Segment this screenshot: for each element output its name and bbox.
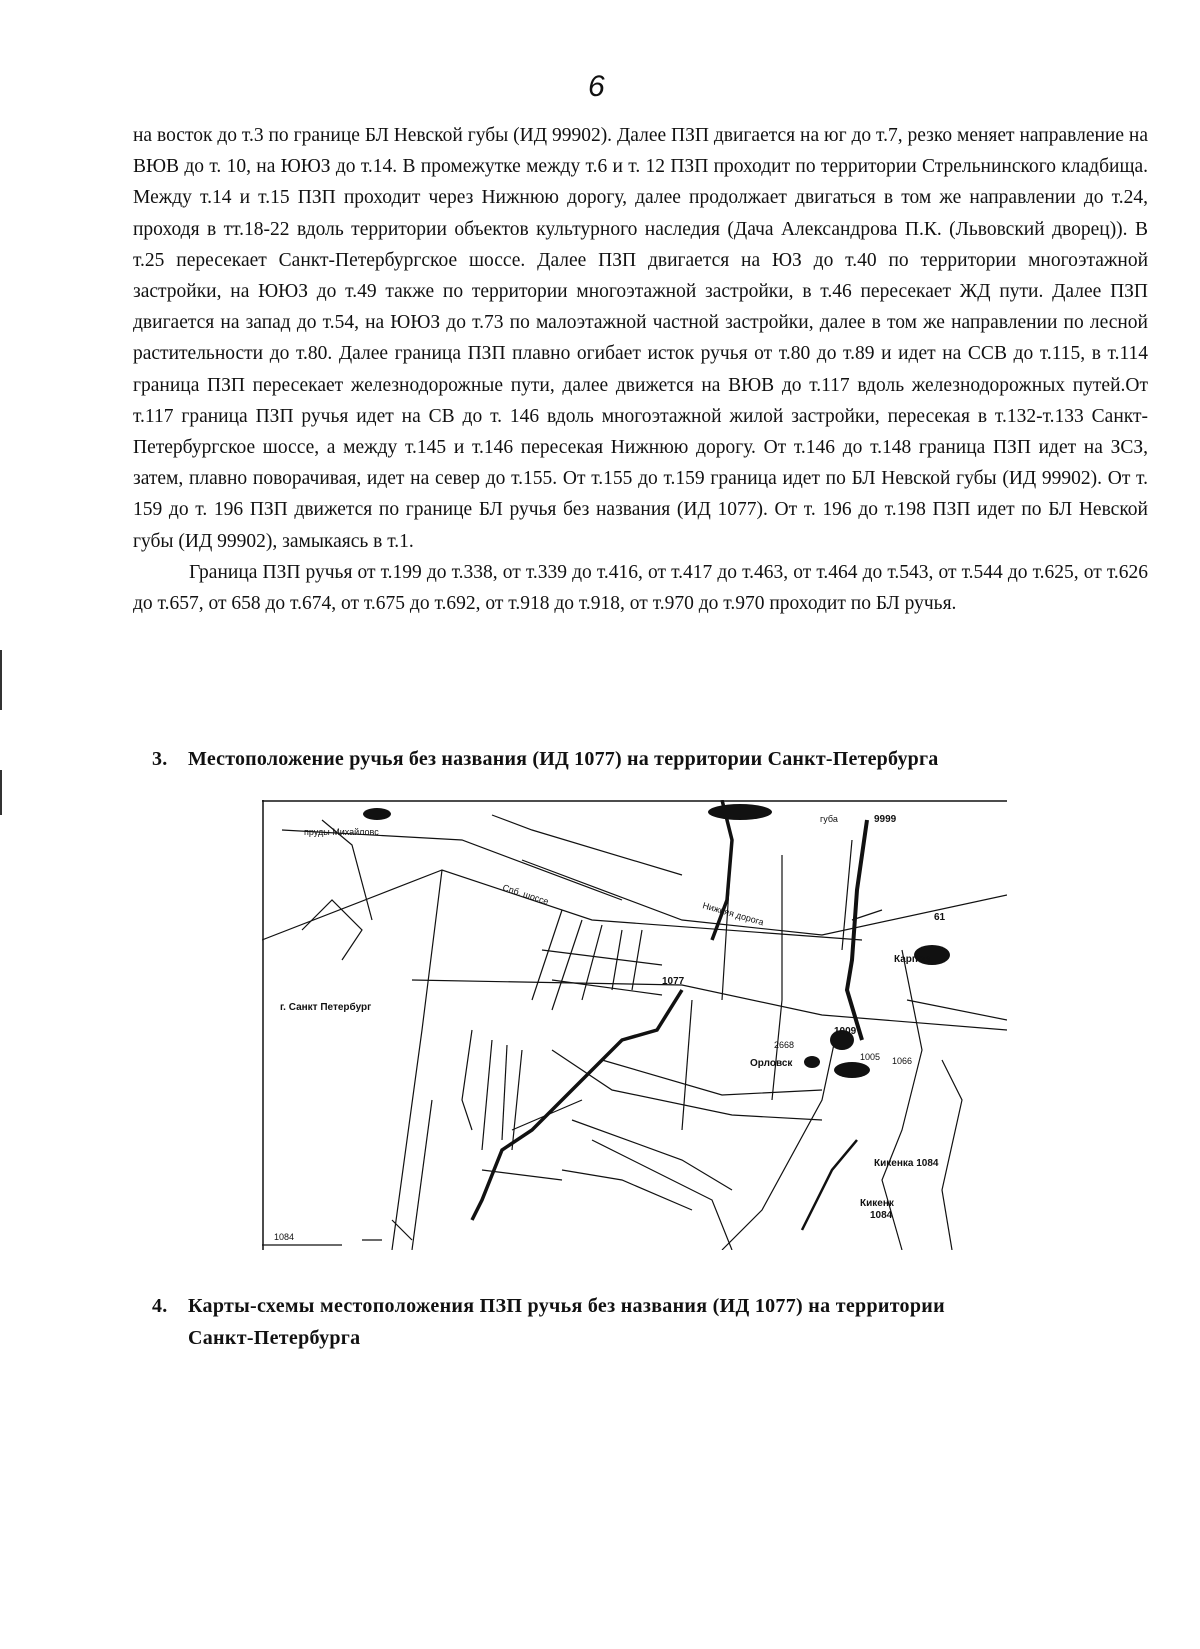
map-label-stream-id: 1077 <box>662 976 685 987</box>
section-title: Местоположение ручья без названия (ИД 1077) на территории Санкт-Петербурга <box>188 748 939 770</box>
scan-edge-mark <box>0 650 2 710</box>
section-title-line2: Санкт-Петербурга <box>188 1327 361 1349</box>
map-label-gulf: губа <box>820 814 838 824</box>
map-label-road: Нижняя дорога <box>701 900 765 928</box>
map-label-orlovsk: Орловск <box>750 1058 793 1069</box>
water-body <box>804 1056 820 1068</box>
map-label-number: 2668 <box>774 1040 795 1050</box>
water-body <box>834 1062 870 1078</box>
roads <box>262 815 1007 1250</box>
body-text <box>133 120 1148 619</box>
water-body <box>708 804 772 820</box>
river-right <box>847 820 867 1040</box>
section-4-heading <box>152 1290 1148 1354</box>
water-body <box>363 808 391 820</box>
map-label-number: 1066 <box>892 1056 913 1066</box>
map-svg <box>262 800 1007 1250</box>
map-label-number: 1084 <box>274 1232 295 1242</box>
scan-edge-mark <box>0 770 2 815</box>
map-label-kikenka2-num: 1084 <box>870 1210 893 1221</box>
paragraph: на восток до т.3 по границе БЛ Невской губы (ИД 99902). Далее ПЗП двигается на юг до т.7, резко меняет направление на ВЮВ до т. 10, на ЮЮЗ до т.14. В промежутке между т.6 и т. 12 ПЗП проходит по территории Стрельнинского кладбища. Между т.14 и т.15 ПЗП проходит через Нижнюю дорогу, далее продолжает двигаться в том же направлении до т.24, проходя в тт.18-22 вдоль территории объектов культурного наследия (Дача Александрова П.К. (Львовский дворец)). В т.25 пересекает Санкт-Петербургское шоссе. Далее ПЗП двигается на ЮЗ до т.40 по территории многоэтажной застройки, на ЮЮЗ до т.49 также по территории многоэтажной застройки, в т.46 пересекает ЖД пути. Далее ПЗП двигается на запад до т.54, на ЮЮЗ до т.73 по малоэтажной частной застройки, далее в том же направлении по лесной растительности до т.80. Далее граница ПЗП плавно огибает исток ручья от т.80 до т.89 и идет на ССВ до т.115, в т.114 граница ПЗП пересекает железнодорожные пути, далее движется на ВЮВ до т.117 вдоль железнодорожных путей.От т.117 граница ПЗП ручья идет на СВ до т. 146 вдоль многоэтажной жилой застройки, пересекая в т.132-т.133 Санкт-Петербургское шоссе, а между т.145 и т.146 пересекая Нижнюю дорогу. От т.146 до т.148 граница ПЗП идет на ЗСЗ, затем, плавно поворачивая, идет на север до т.155. От т.155 до т.159 граница идет по БЛ Невской губы (ИД 99902). От т. 159 до т. 196 ПЗП движется по границе БЛ ручья без названия (ИД 1077). От т. 196 до т.198 ПЗП идет по БЛ Невской губы (ИД 99902), замыкаясь в т.1. <box>133 125 1148 552</box>
page-number: 6 <box>588 70 605 103</box>
map-label-city: г. Санкт Петербург <box>280 1002 372 1013</box>
map-label-kikenka: Кикенка 1084 <box>874 1158 939 1169</box>
map-label-number: 1009 <box>834 1026 857 1037</box>
section-title-line1: Карты-схемы местоположения ПЗП ручья без названия (ИД 1077) на территории <box>188 1295 945 1317</box>
map-label-number: 61 <box>934 912 946 923</box>
map-label-number: 1005 <box>860 1052 881 1062</box>
section-number: 4. <box>152 1295 168 1317</box>
location-map <box>262 800 1007 1250</box>
map-label-karp: Карпов <box>894 954 931 965</box>
section-number: 3. <box>152 748 168 770</box>
section-3-heading <box>152 748 1152 771</box>
stream-upper <box>712 800 732 940</box>
map-label-ponds: пруды Михайловс <box>304 827 379 837</box>
river-right-lower <box>802 1140 857 1230</box>
map-label-kikenka2: Кикенк <box>860 1198 894 1209</box>
map-label-code: 9999 <box>874 814 897 825</box>
map-label-road: Спб. шоссе <box>501 882 550 907</box>
paragraph: Граница ПЗП ручья от т.199 до т.338, от т.339 до т.416, от т.417 до т.463, от т.464 до т.543, от т.544 до т.625, от т.626 до т.657, от 658 до т.674, от т.675 до т.692, от т.918 до т.918, от т.970 до т.970 проходит по БЛ ручья. <box>133 561 1148 615</box>
